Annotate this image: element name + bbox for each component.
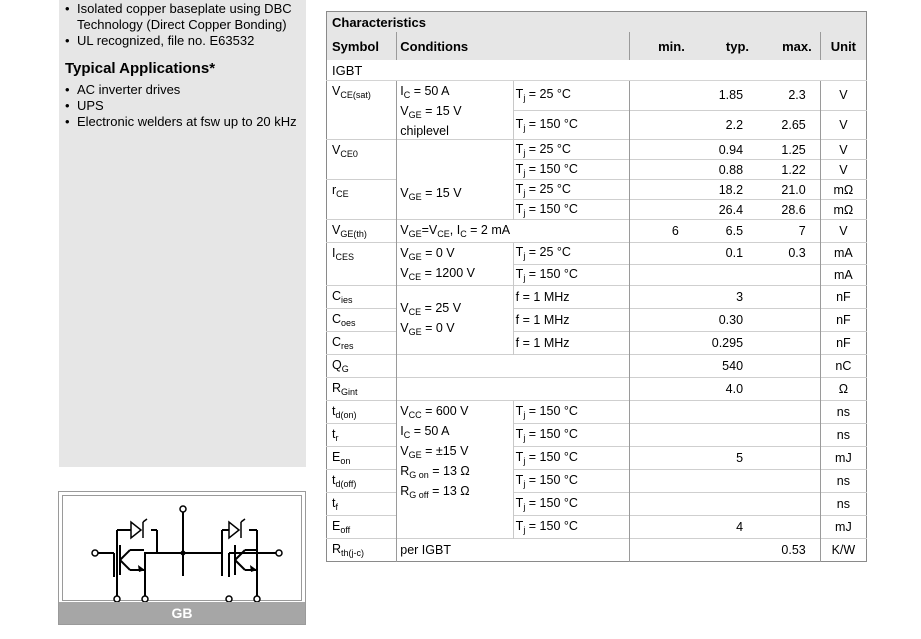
- max-cell: 21.0: [757, 180, 820, 200]
- unit-cell: mΩ: [820, 180, 866, 200]
- table-row: [327, 401, 867, 424]
- max-cell: 0.3: [757, 243, 820, 265]
- applications-title: Typical Applications*: [65, 60, 216, 77]
- symbol-cell: $t_f$: [327, 493, 397, 516]
- unit-cell: mJ: [820, 447, 866, 470]
- header-min: min.: [630, 32, 693, 60]
- temp-cell: $T_j = 150$ °C: [513, 200, 629, 220]
- applications-list: [59, 82, 306, 130]
- min-cell: [630, 516, 693, 539]
- typ-cell: [693, 424, 757, 447]
- header-symbol: Symbol: [327, 32, 397, 60]
- symbol-cell: $t_{d(on)}$: [327, 401, 397, 424]
- table-row: [327, 286, 867, 309]
- max-cell: [757, 516, 820, 539]
- max-cell: 0.53: [757, 539, 820, 562]
- table-row: [327, 220, 867, 243]
- typ-cell: [693, 401, 757, 424]
- typ-cell: [693, 470, 757, 493]
- typ-cell: [693, 539, 757, 562]
- table-row: [327, 243, 867, 265]
- temp-cell: $T_j = 150$ °C: [513, 424, 629, 447]
- symbol-cell: $r_{CE}$: [327, 180, 397, 220]
- unit-cell: nF: [820, 332, 866, 355]
- max-cell: [757, 355, 820, 378]
- min-cell: [630, 180, 693, 200]
- header-conditions: Conditions: [397, 32, 630, 60]
- header-typ: typ.: [693, 32, 757, 60]
- condition-cell: $V_{CC} = 600$ V $I_C = 50$ A $V_{GE} = \pm 15$ V $R_{G on} = 13$ Ω $R_{G off} = 13$ Ω: [397, 401, 513, 539]
- condition-cell: $V_{CE} = 25$ V $V_{GE} = 0$ V: [397, 286, 513, 355]
- symbol-cell: $Q_G$: [327, 355, 397, 378]
- symbol-cell: $E_{off}$: [327, 516, 397, 539]
- min-cell: [630, 470, 693, 493]
- min-cell: [630, 539, 693, 562]
- typ-cell: 0.94: [693, 140, 757, 160]
- freq-cell: f = 1 MHz: [513, 332, 629, 355]
- unit-cell: nC: [820, 355, 866, 378]
- freq-cell: f = 1 MHz: [513, 286, 629, 309]
- typ-cell: 26.4: [693, 200, 757, 220]
- min-cell: [630, 81, 693, 111]
- circuit-diagram: [58, 491, 306, 625]
- symbol-cell: $E_{on}$: [327, 447, 397, 470]
- temp-cell: $T_j = 25$ °C: [513, 140, 629, 160]
- unit-cell: K/W: [820, 539, 866, 562]
- max-cell: 7: [757, 220, 820, 243]
- typ-cell: [693, 264, 757, 286]
- min-cell: [630, 424, 693, 447]
- unit-cell: ns: [820, 470, 866, 493]
- condition-cell: $V_{GE}=V_{CE}$, $I_C = 2$ mA: [397, 220, 630, 243]
- min-cell: [630, 378, 693, 401]
- temp-cell: $T_j = 150$ °C: [513, 401, 629, 424]
- typ-cell: 3: [693, 286, 757, 309]
- symbol-cell: $C_{ies}$: [327, 286, 397, 309]
- min-cell: [630, 200, 693, 220]
- max-cell: [757, 493, 820, 516]
- symbol-cell: $I_{CES}$: [327, 243, 397, 286]
- max-cell: [757, 309, 820, 332]
- symbol-cell: $V_{CE(sat)}$: [332, 84, 371, 100]
- min-cell: [630, 332, 693, 355]
- left-info-panel: [59, 0, 306, 467]
- min-cell: [630, 447, 693, 470]
- temp-cell: $T_j = 150$ °C: [513, 516, 629, 539]
- max-cell: [757, 447, 820, 470]
- feature-item: • UL recognized, file no. E63532: [59, 33, 306, 49]
- condition-cell: [397, 355, 630, 378]
- unit-cell: mA: [820, 243, 866, 265]
- max-cell: 1.22: [757, 160, 820, 180]
- table-caption-row: [327, 12, 867, 33]
- max-cell: 2.65: [757, 110, 820, 140]
- min-cell: [630, 493, 693, 516]
- table-section-row: [327, 60, 867, 81]
- max-cell: [757, 401, 820, 424]
- symbol-cell: $R_{Gint}$: [327, 378, 397, 401]
- condition-cell: $V_{GE} = 0$ V $V_{CE} = 1200$ V: [397, 243, 513, 286]
- features-list: [59, 1, 306, 49]
- unit-cell: Ω: [820, 378, 866, 401]
- characteristics-table: [326, 11, 867, 562]
- temp-cell: $T_j = 150$ °C: [513, 447, 629, 470]
- max-cell: [757, 424, 820, 447]
- unit-cell: mΩ: [820, 200, 866, 220]
- max-cell: [757, 286, 820, 309]
- max-cell: [757, 332, 820, 355]
- unit-cell: V: [820, 81, 866, 111]
- symbol-cell: $t_r$: [327, 424, 397, 447]
- temp-cell: $T_j = 150$ °C: [513, 110, 629, 140]
- condition-cell: per IGBT: [397, 539, 630, 562]
- table-row: [327, 81, 867, 111]
- symbol-cell: $C_{res}$: [327, 332, 397, 355]
- temp-cell: $T_j = 25$ °C: [513, 243, 629, 265]
- table-header-row: [327, 32, 867, 60]
- header-max: max.: [757, 32, 820, 60]
- application-item: • AC inverter drives: [59, 82, 306, 98]
- min-cell: [630, 160, 693, 180]
- application-item: • Electronic welders at fsw up to 20 kHz: [59, 114, 306, 130]
- freq-cell: f = 1 MHz: [513, 309, 629, 332]
- typ-cell: 18.2: [693, 180, 757, 200]
- symbol-cell: $R_{th(j-c)}$: [327, 539, 397, 562]
- min-cell: [630, 286, 693, 309]
- unit-cell: nF: [820, 309, 866, 332]
- max-cell: [757, 470, 820, 493]
- symbol-cell: $C_{oes}$: [327, 309, 397, 332]
- typ-cell: 0.88: [693, 160, 757, 180]
- unit-cell: mJ: [820, 516, 866, 539]
- min-cell: [630, 309, 693, 332]
- table-row: [327, 539, 867, 562]
- unit-cell: ns: [820, 493, 866, 516]
- min-cell: [630, 401, 693, 424]
- unit-cell: nF: [820, 286, 866, 309]
- max-cell: [757, 264, 820, 286]
- section-label: IGBT: [327, 60, 867, 81]
- typ-cell: 0.1: [693, 243, 757, 265]
- condition-cell: [397, 378, 630, 401]
- min-cell: 6: [630, 220, 693, 243]
- min-cell: [630, 140, 693, 160]
- typ-cell: 2.2: [693, 110, 757, 140]
- min-cell: [630, 264, 693, 286]
- condition-cell: $V_{GE} = 15$ V: [397, 140, 513, 220]
- typ-cell: 4: [693, 516, 757, 539]
- symbol-cell: $V_{CE0}$: [327, 140, 397, 180]
- typ-cell: 540: [693, 355, 757, 378]
- min-cell: [630, 110, 693, 140]
- igbt-halfbridge-schematic: [59, 492, 307, 604]
- temp-cell: $T_j = 150$ °C: [513, 160, 629, 180]
- unit-cell: ns: [820, 401, 866, 424]
- typ-cell: 0.295: [693, 332, 757, 355]
- typ-cell: 6.5: [693, 220, 757, 243]
- max-cell: 1.25: [757, 140, 820, 160]
- temp-cell: $T_j = 25$ °C: [513, 81, 629, 111]
- condition-cell: $I_C = 50$ A $V_{GE} = 15$ V chiplevel: [397, 81, 513, 140]
- temp-cell: $T_j = 150$ °C: [513, 493, 629, 516]
- table-row: [327, 355, 867, 378]
- max-cell: [757, 378, 820, 401]
- unit-cell: ns: [820, 424, 866, 447]
- max-cell: 2.3: [788, 88, 806, 103]
- circuit-label: GB: [59, 602, 305, 624]
- temp-cell: $T_j = 25$ °C: [513, 180, 629, 200]
- unit-cell: V: [820, 220, 866, 243]
- table-caption: Characteristics: [327, 12, 867, 33]
- unit-cell: mA: [820, 264, 866, 286]
- unit-cell: V: [820, 110, 866, 140]
- symbol-cell: $t_{d(off)}$: [327, 470, 397, 493]
- max-cell: 28.6: [757, 200, 820, 220]
- typ-cell: 0.30: [693, 309, 757, 332]
- application-item: • UPS: [59, 98, 306, 114]
- symbol-cell: $V_{GE(th)}$: [327, 220, 397, 243]
- unit-cell: V: [820, 160, 866, 180]
- table-row: [327, 378, 867, 401]
- min-cell: [630, 243, 693, 265]
- temp-cell: $T_j = 150$ °C: [513, 264, 629, 286]
- typ-cell: 1.85: [718, 88, 744, 103]
- header-unit: Unit: [820, 32, 866, 60]
- typ-cell: [693, 493, 757, 516]
- typ-cell: 5: [693, 447, 757, 470]
- unit-cell: V: [820, 140, 866, 160]
- min-cell: [630, 355, 693, 378]
- feature-item: • Isolated copper baseplate using DBC Technology (Direct Copper Bonding): [59, 1, 306, 33]
- typ-cell: 4.0: [693, 378, 757, 401]
- temp-cell: $T_j = 150$ °C: [513, 470, 629, 493]
- table-row: [327, 140, 867, 160]
